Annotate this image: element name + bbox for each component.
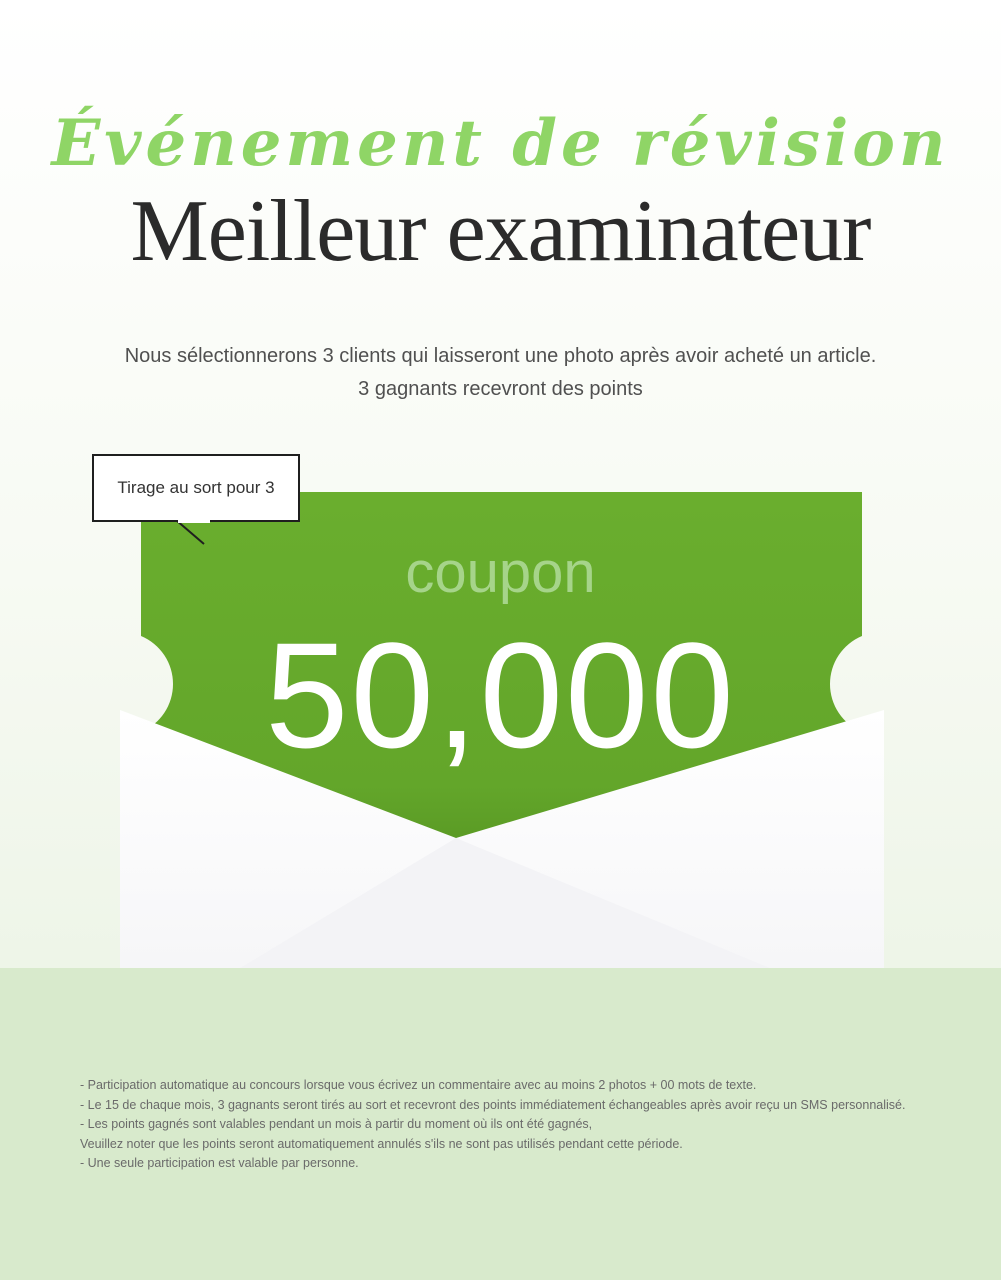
description-line-1: Nous sélectionnerons 3 clients qui laisseront une photo après avoir acheté un article. [124, 345, 877, 367]
event-subtitle: Événement de révision [51, 106, 950, 181]
terms-list [80, 1076, 940, 1174]
description-line-2: 3 gagnants recevront des points [358, 378, 643, 400]
list-item: - Participation automatique au concours lorsque vous écrivez un commentaire avec au moins 2 photos + 00 mots de texte. [80, 1078, 757, 1092]
list-item: - Le 15 de chaque mois, 3 gagnants seront tirés au sort et recevront des points immédiatement échangeables après avoir reçu un SMS personnalisé. [80, 1097, 906, 1112]
header [0, 106, 1001, 280]
event-description [0, 340, 1001, 406]
draw-badge: Tirage au sort pour 3 [92, 454, 300, 522]
page-title: Meilleur examinateur [130, 183, 871, 280]
list-item: Veuillez noter que les points seront automatiquement annulés s'ils ne sont pas utilisés pendant cette période. [80, 1136, 683, 1151]
list-item: - Les points gagnés sont valables pendant un mois à partir du moment où ils ont été gagnés, [80, 1117, 593, 1131]
badge-tail [170, 520, 210, 550]
coupon-label: coupon [405, 540, 596, 605]
list-item: - Une seule participation est valable par personne. [80, 1156, 359, 1170]
coupon-amount: 50,000 [265, 611, 736, 779]
